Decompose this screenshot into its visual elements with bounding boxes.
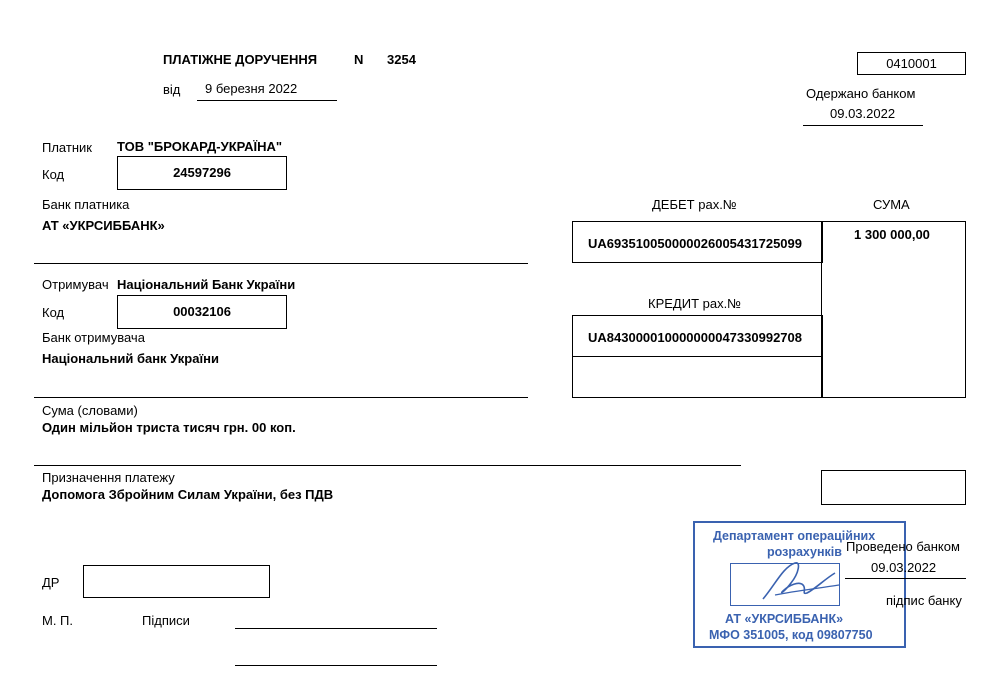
amount-box bbox=[821, 221, 966, 398]
amount-value: 1 300 000,00 bbox=[854, 227, 930, 242]
signature-line-1 bbox=[235, 628, 437, 629]
credit-account-box bbox=[572, 315, 823, 357]
date-label: від bbox=[163, 82, 181, 97]
payer-bank-label: Банк платника bbox=[42, 197, 130, 212]
amount-words: Один мільйон триста тисяч грн. 00 коп. bbox=[42, 420, 296, 435]
payer-code: 24597296 bbox=[173, 165, 231, 180]
payer-section-line bbox=[34, 263, 528, 264]
recipient-section-line bbox=[34, 397, 528, 398]
credit-account: UA843000010000000047330992708 bbox=[588, 330, 802, 345]
recipient-code: 00032106 bbox=[173, 304, 231, 319]
recipient-bank: Національний банк України bbox=[42, 351, 219, 366]
signature-line-2 bbox=[235, 665, 437, 666]
purpose-label: Призначення платежу bbox=[42, 470, 175, 485]
number-prefix: N bbox=[354, 52, 364, 67]
stamp-line-2: розрахунків bbox=[767, 545, 842, 559]
received-underline bbox=[803, 125, 923, 126]
date-underline bbox=[197, 100, 337, 101]
processed-label: Проведено банком bbox=[846, 539, 960, 554]
handwritten-signature bbox=[755, 555, 845, 605]
credit-label: КРЕДИТ рах.№ bbox=[648, 296, 742, 311]
debit-account-box bbox=[572, 221, 823, 263]
recipient-bank-label: Банк отримувача bbox=[42, 330, 145, 345]
processed-underline bbox=[845, 578, 966, 579]
recipient-name: Національний Банк України bbox=[117, 277, 296, 292]
recipient-code-label: Код bbox=[42, 305, 65, 320]
signatures-label: Підписи bbox=[142, 613, 190, 628]
amount-words-label: Сума (словами) bbox=[42, 403, 138, 418]
payer-label: Платник bbox=[42, 140, 92, 155]
payer-code-label: Код bbox=[42, 167, 65, 182]
payer-bank: АТ «УКРСИББАНК» bbox=[42, 218, 165, 233]
credit-extra-box bbox=[572, 356, 823, 398]
amount-label: СУМА bbox=[873, 197, 910, 212]
form-code: 0410001 bbox=[886, 56, 937, 71]
bank-signature-label: підпис банку bbox=[886, 593, 962, 608]
dr-label: ДР bbox=[42, 575, 60, 590]
payer-code-box bbox=[117, 156, 287, 190]
amount-words-line bbox=[34, 465, 741, 466]
document-number: 3254 bbox=[387, 52, 416, 67]
recipient-label: Отримувач bbox=[42, 277, 109, 292]
processed-date: 09.03.2022 bbox=[871, 560, 937, 575]
debit-account: UA693510050000026005431725099 bbox=[588, 236, 802, 251]
mp-label: М. П. bbox=[42, 613, 74, 628]
received-date: 09.03.2022 bbox=[830, 106, 896, 121]
recipient-code-box bbox=[117, 295, 287, 329]
purpose-side-box bbox=[821, 470, 966, 505]
purpose-value: Допомога Збройним Силам України, без ПДВ bbox=[42, 487, 334, 502]
stamp-line-3: АТ «УКРСИББАНК» bbox=[725, 612, 844, 626]
payer-name: ТОВ "БРОКАРД-УКРАЇНА" bbox=[117, 139, 283, 154]
debit-label: ДЕБЕТ рах.№ bbox=[652, 197, 737, 212]
document-title: ПЛАТІЖНЕ ДОРУЧЕННЯ bbox=[163, 52, 318, 67]
stamp-line-1: Департамент операційних bbox=[713, 529, 876, 543]
received-label: Одержано банком bbox=[806, 86, 916, 101]
form-code-box bbox=[857, 52, 966, 75]
dr-box bbox=[83, 565, 270, 598]
document-date: 9 березня 2022 bbox=[205, 81, 298, 96]
stamp-line-4: МФО 351005, код 09807750 bbox=[709, 628, 873, 642]
